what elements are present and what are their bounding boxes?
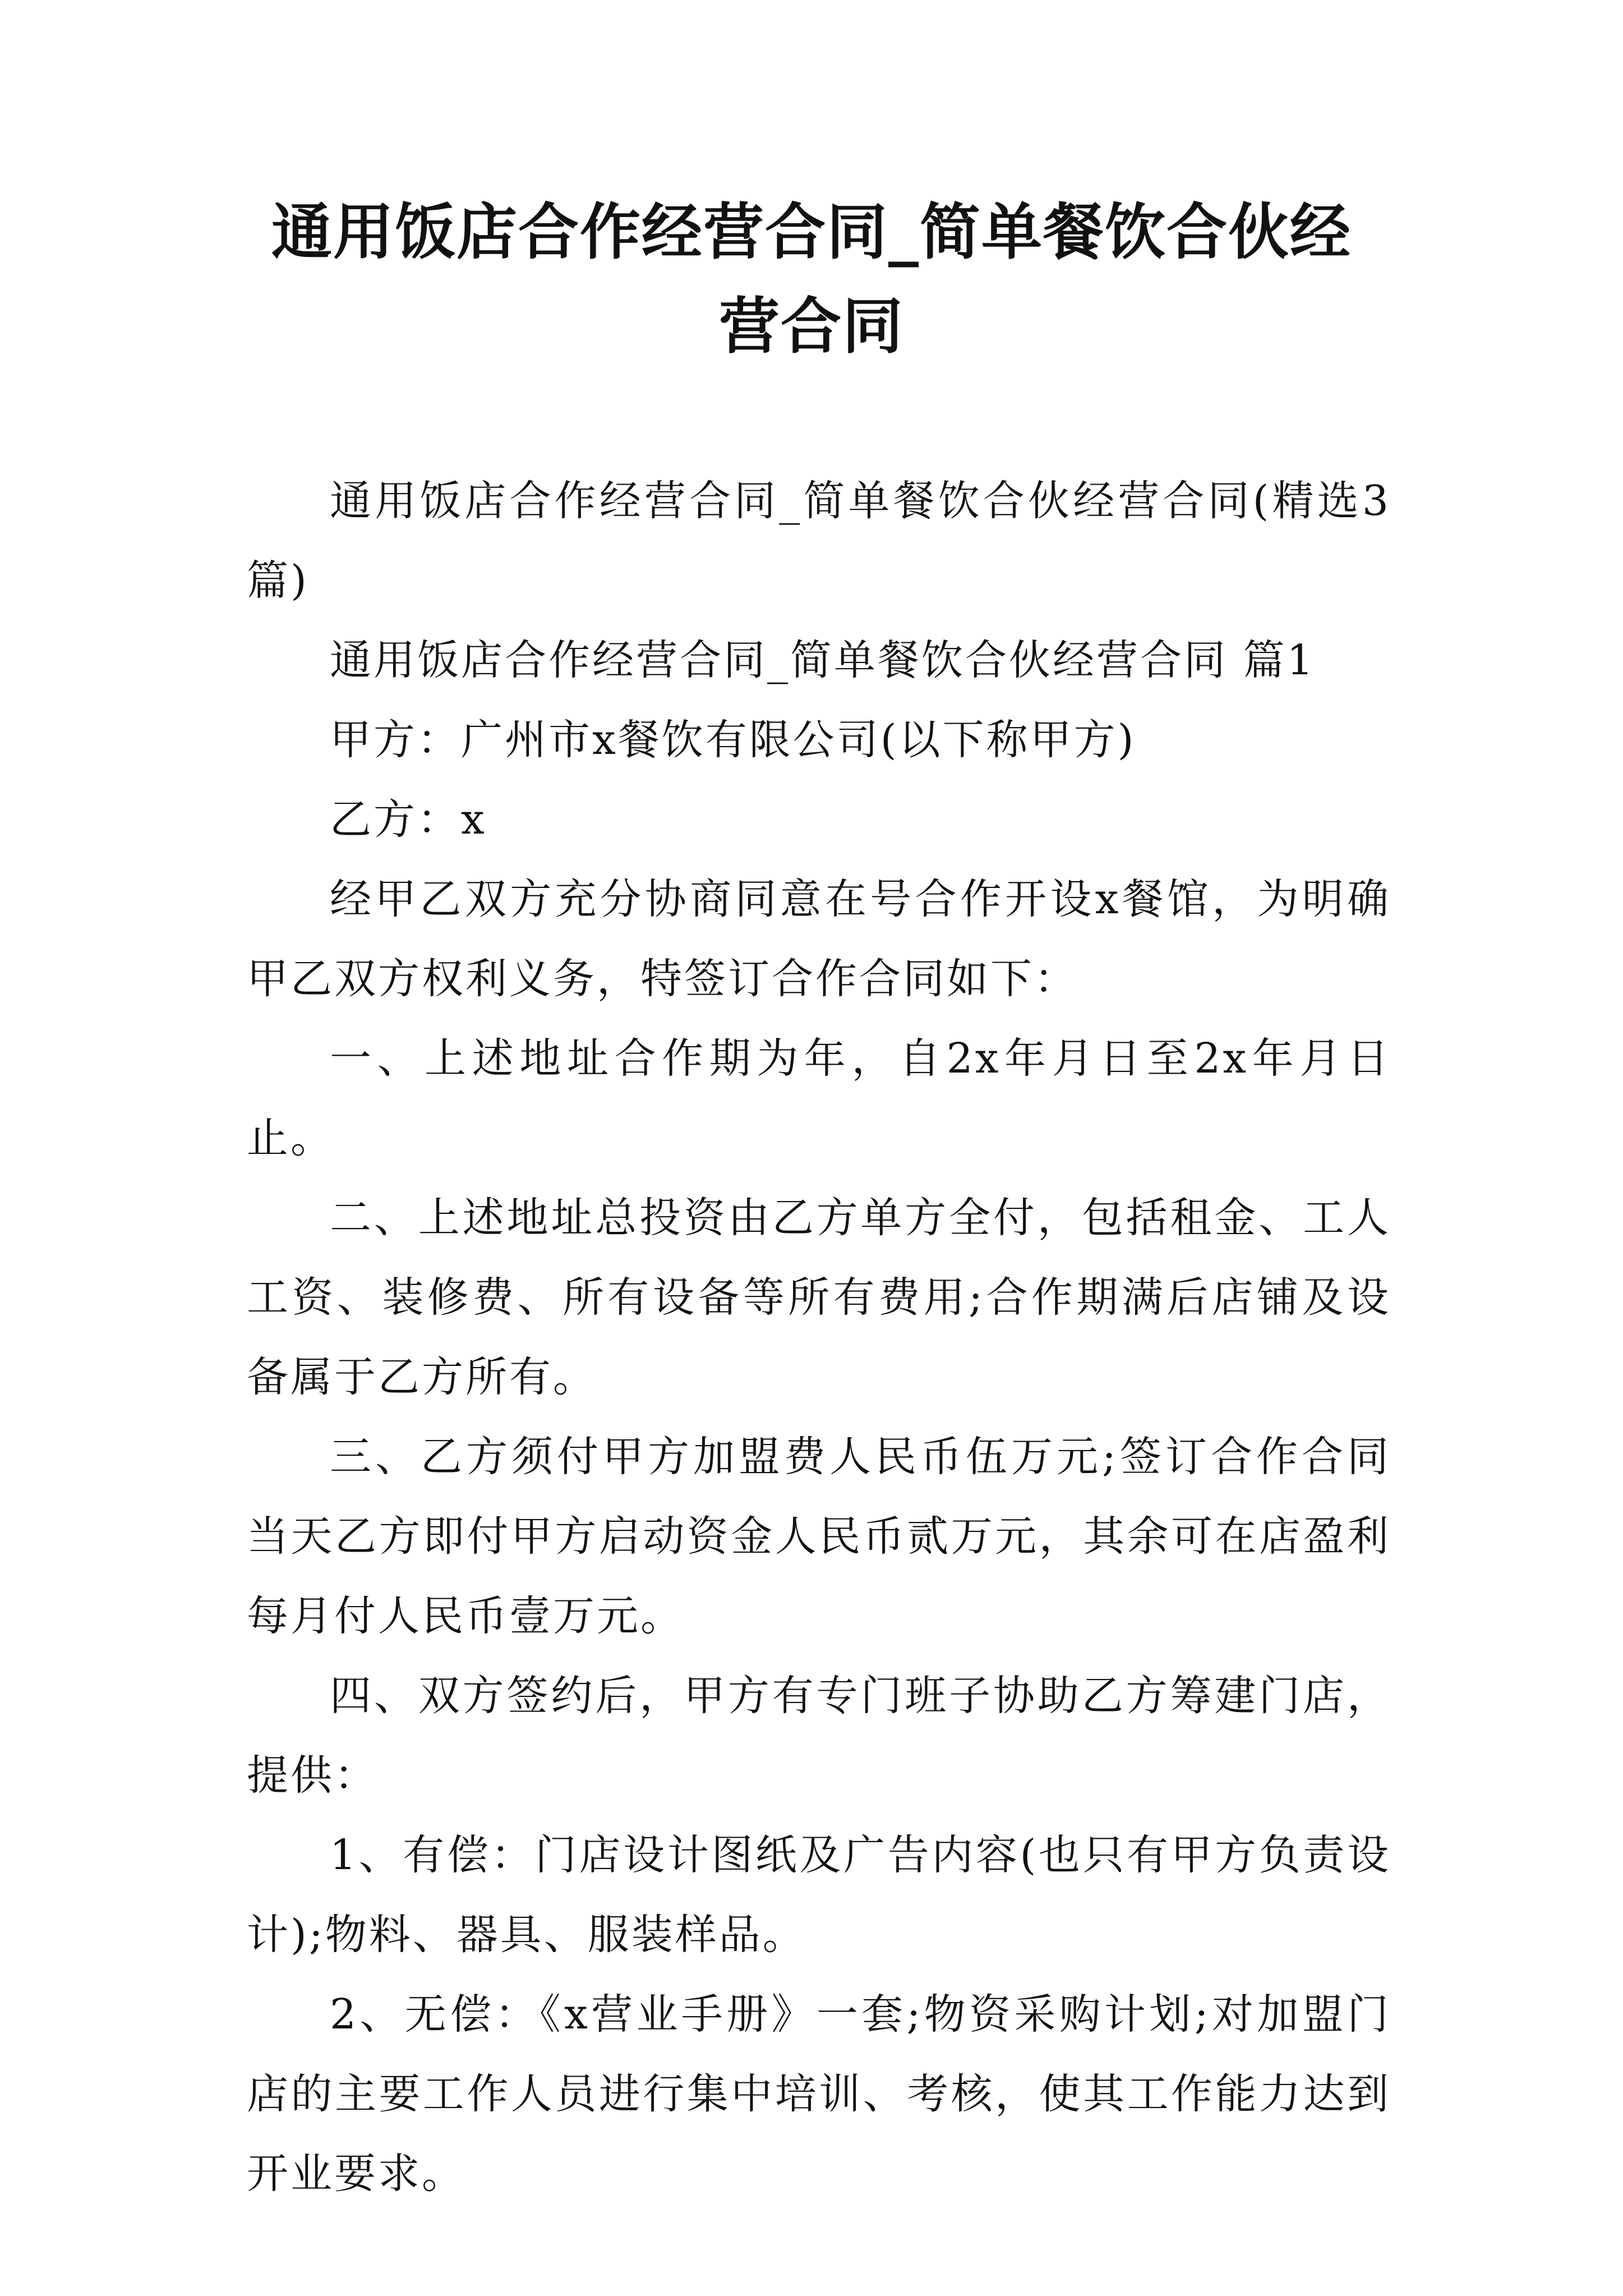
paragraph-clause-1: 一、上述地址合作期为年，自2x年月日至2x年月日止。 <box>247 1034 1391 1162</box>
paragraph-section-title: 通用饭店合作经营合同_简单餐饮合伙经营合同 篇1 <box>330 636 1316 684</box>
document-body <box>247 461 1391 2214</box>
paragraph-party-b: 乙方：x <box>330 795 487 844</box>
paragraph-party-a: 甲方：广州市x餐饮有限公司(以下称甲方) <box>330 716 1136 764</box>
paragraph-item-2: 2、无偿：《x营业手册》一套;物资采购计划;对加盟门店的主要工作人员进行集中培训、考核，使其工作能力达到开业要求。 <box>247 1990 1391 2198</box>
document-title: 通用饭店合作经营合同_简单餐饮合伙经营合同 <box>271 197 1352 362</box>
paragraph-item-1: 1、有偿：门店设计图纸及广告内容(也只有甲方负责设计);物料、器具、服装样品。 <box>247 1831 1391 1959</box>
paragraph-clause-3: 三、乙方须付甲方加盟费人民币伍万元;签订合作合同当天乙方即付甲方启动资金人民币贰万元，其余可在店盈利每月付人民币壹万元。 <box>247 1433 1391 1640</box>
paragraph-preamble: 经甲乙双方充分协商同意在号合作开设x餐馆，为明确甲乙双方权利义务，特签订合作合同如下： <box>247 875 1391 1003</box>
paragraph-clause-2: 二、上述地址总投资由乙方单方全付，包括租金、工人工资、装修费、所有设备等所有费用;合作期满后店铺及设备属于乙方所有。 <box>247 1194 1391 1401</box>
paragraph-heading: 通用饭店合作经营合同_简单餐饮合伙经营合同(精选3篇) <box>247 477 1391 605</box>
paragraph-clause-4: 四、双方签约后，甲方有专门班子协助乙方筹建门店，提供： <box>247 1672 1391 1800</box>
